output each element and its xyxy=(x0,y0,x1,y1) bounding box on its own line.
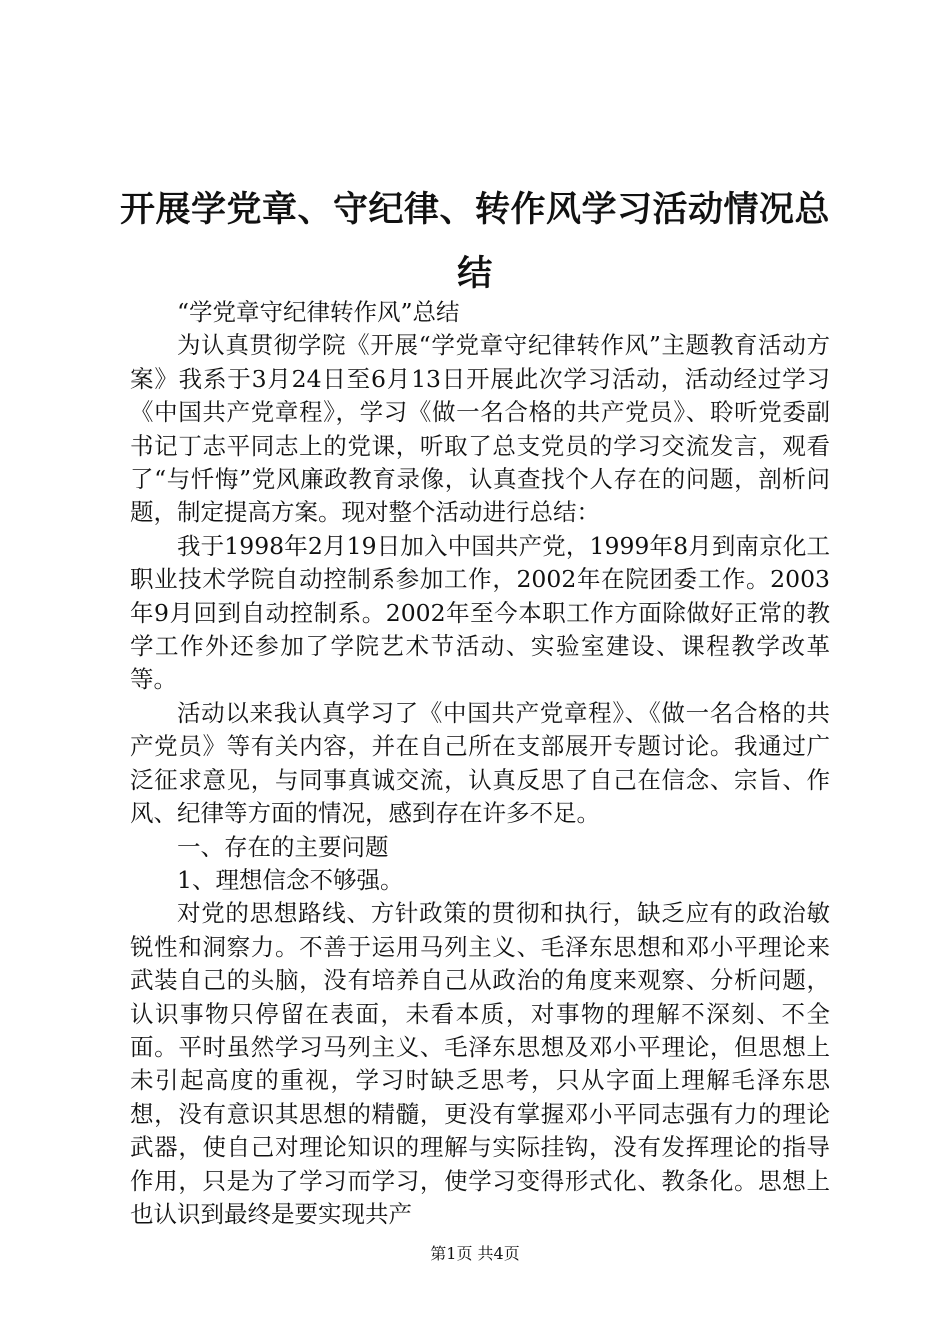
document-body xyxy=(130,296,830,1231)
paragraph-study: 活动以来我认真学习了《中国共产党章程》、《做一名合格的共产党员》等有关内容，并在自己所在支部展开专题讨论。我通过广泛征求意见，与同事真诚交流，认真反思了自己在信念、宗旨、作风、纪律等方面的情况，感到存在许多不足。 xyxy=(130,698,830,828)
paragraph-belief-detail: 对党的思想路线、方针政策的贯彻和执行，缺乏应有的政治敏锐性和洞察力。不善于运用马列主义、毛泽东思想和邓小平理论来武装自己的头脑，没有培养自己从政治的角度来观察、分析问题，认识事物只停留在表面，未看本质，对事物的理解不深刻、不全面。平时虽然学习马列主义、毛泽东思想及邓小平理论，但思想上未引起高度的重视，学习时缺乏思考，只从字面上理解毛泽东思想，没有意识其思想的精髓，更没有掌握邓小平同志强有力的理论武器，使自己对理论知识的理解与实际挂钩，没有发挥理论的指导作用，只是为了学习而学习，使学习变得形式化、教条化。思想上也认识到最终是要实现共产 xyxy=(130,899,830,1228)
subsection-heading-belief: 1、理想信念不够强。 xyxy=(177,865,404,894)
page-footer: 第1页 共4页 xyxy=(430,1244,520,1263)
section-heading-problems: 一、存在的主要问题 xyxy=(177,832,389,861)
paragraph-background: 我于1998年2月19日加入中国共产党，1999年8月到南京化工职业技术学院自动控制系参加工作，2002年在院团委工作。2003年9月回到自动控制系。2002年至今本职工作方面除做好正常的教学工作外还参加了学院艺术节活动、实验室建设、课程教学改革等。 xyxy=(130,531,830,694)
paragraph-intro: 为认真贯彻学院《开展“学党章守纪律转作风”主题教育活动方案》我系于3月24日至6月13日开展此次学习活动，活动经过学习《中国共产党章程》，学习《做一名合格的共产党员》、聆听党委副书记丁志平同志上的党课，听取了总支党员的学习交流发言，观看了“与忏悔”党风廉政教育录像，认真查找个人存在的问题，剖析问题，制定提高方案。现对整个活动进行总结： xyxy=(130,331,830,527)
paragraph-subtitle: “学党章守纪律转作风”总结 xyxy=(177,298,460,326)
document-title: 开展学党章、守纪律、转作风学习活动情况总结 xyxy=(120,189,831,294)
